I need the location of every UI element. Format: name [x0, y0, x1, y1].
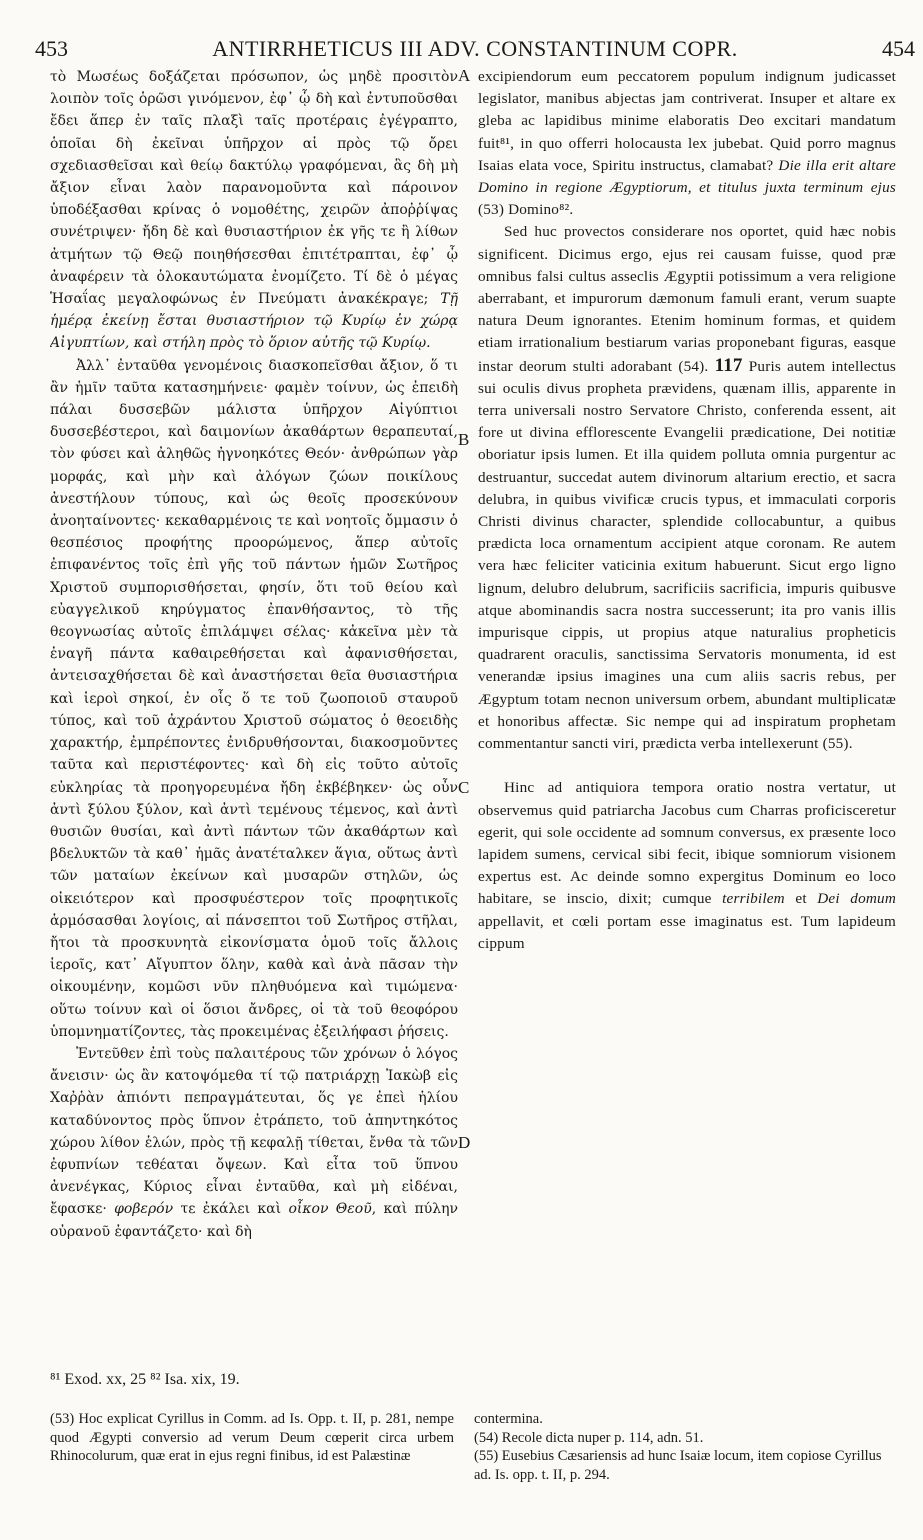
greek-column	[50, 66, 458, 1361]
greek-paragraph-2: Ἀλλ᾽ ἐνταῦθα γενομένοις διασκοπεῖσθαι ἄξιον, ὅ τι ἂν ἡμῖν ταῦτα κατασημήνειε· φαμὲν τοίνυν, ὡς ἐπειδὴ πάλαι δυσσεβῶν μάλιστα ὑπῆρχον Αἰγύπτιοι δυσσεβέστεροι, καὶ δαιμονίων ἀκαθάρτων θεραπευταί, τὸν φύσει καὶ ἀληθῶς ἠγνοηκότες Θεόν· ἀνθρώπων γὰρ μορφάς, καὶ μὴν καὶ ἀλόγων ζώων ποικίλους ἀνεστήλουν τύπους, καὶ ὡς θεοῖς προσεκύνουν ἀνοηταίνοντες· κεκαθαρμένοις τε καὶ νοητοῖς ὄμμασιν ὁ θεσπέσιος προφήτης προορώμενος, ἅπερ αὐτοῖς ἐπιφανέντος τοῖς ἐπὶ γῆς τοῦ πάντων ἡμῶν Σωτῆρος Χριστοῦ συμπορισθήσεται, φησίν, ὅτι τοῦ θείου καὶ εὐαγγελικοῦ κηρύγματος ἐπανθήσαντος, τὸ τῆς θεογνωσίας αὐτοῖς ἐπιλάμψει σέλας· κἀκεῖνα μὲν τὰ ἐναγῆ πάντα καθαιρεθήσεται καὶ ἀφανισθήσεται, ἀντεισαχθήσεται δὲ καὶ ἀναστήσεται θεῖα θυσιαστήρια καὶ ἱεροὶ σηκοί, ἐν οἷς ὅ τε τοῦ ζωοποιοῦ σταυροῦ τύπος, καὶ τοῦ ἀχράντου Χριστοῦ σώματος ὁ θεοειδὴς χαρακτήρ, ἐμπρέποντες ἐνιδρυθήσονται, διακοσμοῦντες ταῦτα καὶ περιστέφοντες· καὶ δὴ εἰς τοῦτο αὐτοῖς εὐκληρίας τὰ προηγορευμένα ἤδη ἐκβέβηκεν· ὡς οὖν ἀντὶ ξύλου ξύλον, καὶ ἀντὶ τεμένους τέμενος, καὶ ἀντὶ θυσιῶν θυσίαι, καὶ ἀντὶ πάντων τῶν ἀκαθάρτων καὶ βδελυκτῶν τὰ καθ᾽ ἡμᾶς ἀνατέταλκεν ἅγια, οὕτως ἀντὶ τῶν ματαίων ἐκείνων καὶ μυσαρῶν στηλῶν, ὡς οἰκειότερον καὶ προσφυέστερον τοῖς προφητικοῖς ἁρμόσασθαι λογίοις, αἱ πάνσεπτοι τοῦ Σωτῆρος στῆλαι, ἤτοι τὰ προσκυνητὰ εἰκονίσματα ὁμοῦ τοῖς ἄλλοις ἱεροῖς, κατ᾽ Αἴγυπτον ὅλην, καθὰ καὶ ἀνὰ πᾶσαν τὴν οἰκουμένην, κομῶσι νῦν πληθυόμενα καὶ τιμώμενα· οὕτω τοίνυν καὶ οἱ ὅσιοι ἄνδρες, οἱ τὰ τοῦ θεοφόρου ὑπομνηματίζοντες, τὰς προκειμένας ἐξειλήφασι ῥήσεις.	[50, 357, 458, 1040]
latin-column	[478, 66, 896, 1361]
margin-marker-d: D	[458, 1133, 471, 1152]
page-header	[35, 36, 915, 68]
greek-italic-oikon: οἶκον Θεοῦ	[288, 1201, 372, 1218]
latin-text-2: Sed huc provectos considerare nos oportet, quid hæc nobis significent. Dicimus ergo, ejus rei causam fuisse, quod præ omnibus falsi cultus asseclis Ægyptii potissimum a vera religione aberrabant, et impurorum dæmonum famuli erant, verum suapte natura Deum ignorantes. Etenim hominum formas, et quidem etiam irrationalium bestiarum varias proponebant figuras, easque instar deorum stulti adorabant (54).	[478, 223, 896, 375]
margin-marker-b: B	[458, 430, 470, 449]
page-number-left: 453	[35, 36, 68, 61]
greek-paragraph-3	[50, 1043, 458, 1243]
latin-italic-terribilem: terribilem	[722, 890, 785, 908]
latin-text-3-mid: et	[795, 890, 807, 908]
latin-text-1: excipiendorum eum peccatorem populum indignum judicasset legislator, manibus abjectas jam contriverat. Insuper et altare ex gleba ac lapidibus minime elaboratis Deo excitari mandatum fuit⁸¹, in quo offerri holocausta lex jubebat. Quid porro magnus Isaias elata voce, Spiritu instructus, clamabat?	[478, 68, 896, 174]
latin-text-3: Hinc ad antiquiora tempora oratio nostra vertatur, ut observemus quid patriarcha Jacobus cum Charras proficisceretur egerit, qui sole occidente ad somnum conversus, ex præsente loco lapidem sumens, cervical sibi fecit, ibique somniorum visionem expertus est. Ac deinde somno expergitus Dominum eo loco habitare, se inscio, dixit; cumque	[478, 779, 896, 908]
greek-quote-isaiah: Τῇ ἡμέρᾳ ἐκείνῃ ἔσται θυσιαστήριον τῷ Κυρίῳ ἐν χώρᾳ Αἰγυπτίων, καὶ στήλη πρὸς τὸ ὅριον αὐτῆς τῷ Κυρίῳ.	[50, 291, 458, 352]
annotation-53-continued: contermina.	[474, 1411, 543, 1427]
greek-text-3-mid: τε ἐκάλει καὶ	[180, 1201, 282, 1218]
margin-marker-a: A	[458, 66, 471, 85]
annotation-53: (53) Hoc explicat Cyrillus in Comm. ad Is. Opp. t. II, p. 281, nempe quod Ægypti conversio ad verum Deum cœperit circa urbem Rhinocolurum, quæ erat in ejus regni finibus, id est Palæstinæ	[50, 1411, 454, 1464]
greek-text-3: Ἐντεῦθεν ἐπὶ τοὺς παλαιτέρους τῶν χρόνων ὁ λόγος ἄνεισιν· ὡς ἂν κατοψόμεθα τί τῷ πατριάρχῃ Ἰακὼβ εἰς Χαῤῥὰν ἀπιόντι πεπραγμάτευται, ὅς γε ἐπεὶ ἡλίου καταδύνοντος πρὸς ὕπνον ἐτράπετο, τοῦ ἀπηντηκότος χώρου λίθον ἑλών, πρὸς τῇ κεφαλῇ τίθεται, ἔνθα τὰ τῶν ἐφυπνίων τεθέαται ὄψεων. Καὶ εἶτα τοῦ ὕπνου ἀνενέγκας, Κύριος εἶναι ἐνταῦθα, καὶ μὴ εἰδέναι, ἔφασκε·	[50, 1045, 458, 1218]
latin-paragraph-3	[478, 777, 896, 955]
latin-paragraph-1	[478, 66, 896, 221]
latin-quote-isaiah: Die illa erit altare Domino in regione Ægyptiorum, et titulus juxta terminum ejus	[478, 156, 896, 197]
column-number: 117	[714, 354, 743, 376]
latin-paragraph-2	[478, 221, 896, 755]
annotations-right	[474, 1410, 894, 1484]
margin-marker-c: C	[458, 778, 470, 797]
latin-text-2-rest: Puris autem intellectus sui oculis divus propheta prævidens, quænam illis, apparente in terra universali nostro Servatore Christo, conferenda essent, ait fore ut divina efflorescente Evangelii prædicatione, Dei notitiæ oboriatur ipsis lumen. Et illa quidem polluta omnia purgentur ac destruantur, succedat autem divinorum altarium erectio, et sacra delubra, in quibus vivificæ crucis typus, et immaculati corporis Christi divinus character, splendide collocabuntur, a quibus prædicta loca ornamentum accipient atque coronam. Re autem vera hæc feliciter vaticinia exitum habuerunt. Sicut ergo ligno lignum, delubro delubrum, sacrificiis sacrificia, impuris quibusve atque abominandis sacra nostra successerunt; ita pro vanis illis impurisque cippis, ut propius atque naturalius propheticis quadrarent oraculis, sanctissima Servatoris monumenta, id est venerandæ ipsius imagines una cum aliis sacris rebus, per Ægyptum totam necnon universum orbem, abundant multiplicatæ et honoribus affectæ. Sic nempe qui ad inspiratum prophetam commentantur sancti viri, prædicta verba intellexerunt (55).	[478, 357, 896, 753]
running-title: ANTIRRHETICUS III ADV. CONSTANTINUM COPR.	[212, 36, 738, 61]
latin-italic-dei-domum: Dei domum	[817, 890, 896, 908]
paragraph-gap	[478, 755, 896, 777]
annotation-54: (54) Recole dicta nuper p. 114, adn. 51.	[474, 1429, 704, 1446]
greek-italic-phoberon: φοβερόν	[114, 1201, 174, 1218]
annotation-55: (55) Eusebius Cæsariensis ad hunc Isaiæ locum, item copiose Cyrillus ad. Is. opp. t. II, p. 294.	[474, 1448, 882, 1483]
greek-text-3-end: , καὶ πύλην οὐρανοῦ ἐφαντάζετο· καὶ δὴ	[50, 1201, 458, 1240]
latin-text-1-end: (53) Domino⁸².	[478, 201, 574, 219]
latin-text-3-end: appellavit, et cœli portam esse imaginatus est. Tum lapideum cippum	[478, 912, 896, 952]
footnote-references: ⁸¹ Exod. xx, 25 ⁸² Isa. xix, 19.	[50, 1371, 240, 1388]
page-number-right: 454	[882, 36, 915, 61]
greek-text-1: τὸ Μωσέως δοξάζεται πρόσωπον, ὡς μηδὲ προσιτὸν λοιπὸν τοῖς ὁρῶσι γινόμενον, ἐφ᾽ ᾧ δὴ καὶ ἐντυποῦσθαι ἔδει ἅπερ ἐν ταῖς πλαξὶ ταῖς προτέραις ἐγέγραπτο, ὁποῖαι δὴ ἐκεῖναι ὑπῆρχον αἱ πρὸς τῷ ὄρει σχεδιασθεῖσαι καὶ θείῳ δακτύλῳ γραφόμεναι, ἃς δὴ μὴ ἄξιον εἶναι λαὸν παρανομοῦντα καὶ πάροινον ὑποδέξασθαι κρίνας ὁ νομοθέτης, χειρῶν ἀποῤῥίψας συνέτριψεν· ἤδη δὲ καὶ θυσιαστήριον ἐκ γῆς τε ἢ λίθων ἀτμήτων τῷ Θεῷ ποιηθήσεσθαι ἐπιτέτραπται, ἐφ᾽ ᾧ ἀναφέρειν τὰ ὁλοκαυτώματα ἐνομίζετο. Τί δὲ ὁ μέγας Ἡσαΐας μεγαλοφώνως ἐν Πνεύματι ἀνακέκραγε;	[50, 69, 458, 308]
greek-paragraph-1	[50, 66, 458, 355]
